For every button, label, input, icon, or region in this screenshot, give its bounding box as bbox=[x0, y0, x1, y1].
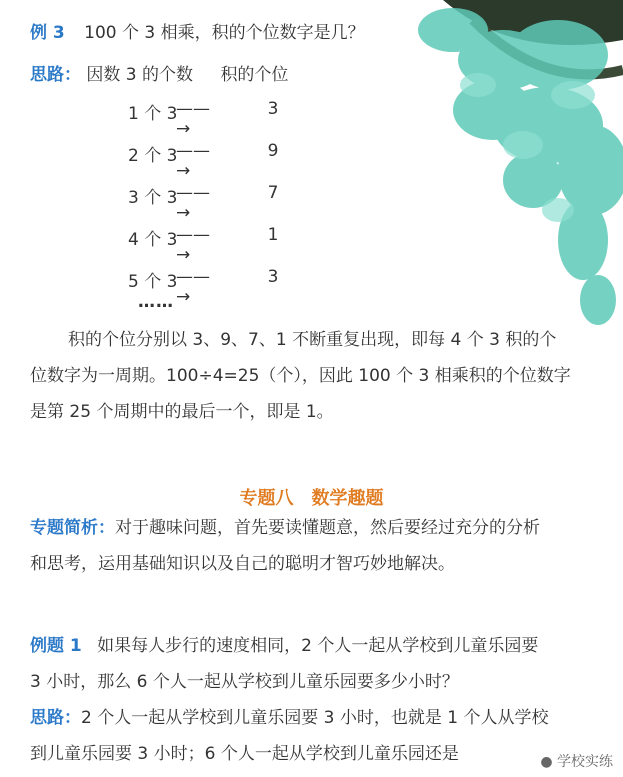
row-value: 9 bbox=[267, 141, 279, 161]
topic-intro-line: 和思考，运用基础知识以及自己的聪明才智巧妙地解决。 bbox=[30, 554, 455, 574]
example-1-label: 例题 1 bbox=[30, 636, 82, 656]
example-1-line: 3 小时，那么 6 个人一起从学校到儿童乐园要多少小时？ bbox=[30, 672, 459, 692]
example-3-question: 100 个 3 相乘，积的个位数字是几？ bbox=[84, 23, 365, 43]
topic-intro-text: 对于趣味问题，首先要读懂题意，然后要经过充分的分析 bbox=[115, 518, 540, 538]
explanation-line: 位数字为一周期。100÷4=25（个），因此 100 个 3 相乘积的个位数字 bbox=[30, 366, 571, 386]
thinking-2-text: 2 个人一起从学校到儿童乐园要 3 小时，也就是 1 个人从学校 bbox=[81, 708, 549, 728]
topic-title: 专题八 数学趣题 bbox=[239, 488, 384, 509]
arrow-icon: ——→ bbox=[176, 183, 210, 223]
arrow-icon: ——→ bbox=[176, 225, 210, 265]
arrow-icon: ——→ bbox=[176, 99, 210, 139]
row-count: 1 个 3 bbox=[128, 104, 178, 124]
row-value: 3 bbox=[267, 99, 279, 119]
row-count: 5 个 3 bbox=[128, 272, 178, 292]
thinking-2-label: 思路： bbox=[30, 708, 81, 728]
thinking-2-line: 到儿童乐园要 3 小时；6 个人一起从学校到儿童乐园还是 bbox=[30, 744, 459, 764]
tree-branch-illustration bbox=[383, 0, 623, 340]
example-3-label: 例 3 bbox=[30, 23, 65, 43]
row-value: 7 bbox=[267, 183, 279, 203]
topic-intro-line bbox=[30, 510, 610, 546]
thinking-col2: 积的个位 bbox=[220, 65, 289, 85]
example-1-line bbox=[30, 628, 610, 664]
wechat-icon: ● bbox=[540, 754, 553, 770]
thinking-header bbox=[30, 60, 288, 85]
row-value: 1 bbox=[267, 225, 279, 245]
row-count: 2 个 3 bbox=[128, 146, 178, 166]
ellipsis: …… bbox=[138, 292, 174, 312]
watermark bbox=[540, 751, 613, 771]
example-1-text: 如果每人步行的速度相同，2 个人一起从学校到儿童乐园要 bbox=[97, 636, 539, 656]
row-count: 3 个 3 bbox=[128, 188, 178, 208]
arrow-icon: ——→ bbox=[176, 141, 210, 181]
arrow-icon: ——→ bbox=[176, 267, 210, 307]
topic-intro bbox=[30, 510, 610, 582]
thinking-col1: 因数 3 的个数 bbox=[86, 65, 194, 85]
thinking-2-line bbox=[30, 700, 610, 736]
watermark-text: 学校实练 bbox=[557, 754, 613, 770]
explanation-line: 是第 25 个周期中的最后一个，即是 1。 bbox=[30, 402, 334, 422]
explanation-paragraph bbox=[30, 322, 610, 430]
row-value: 3 bbox=[267, 267, 279, 287]
thinking-label: 思路： bbox=[30, 65, 81, 85]
topic-intro-label: 专题简析： bbox=[30, 518, 115, 538]
row-count: 4 个 3 bbox=[128, 230, 178, 250]
explanation-line: 积的个位分别以 3、9、7、1 不断重复出现，即每 4 个 3 积的个 bbox=[68, 330, 557, 350]
example-3-line bbox=[30, 18, 365, 43]
example-1 bbox=[30, 628, 610, 772]
